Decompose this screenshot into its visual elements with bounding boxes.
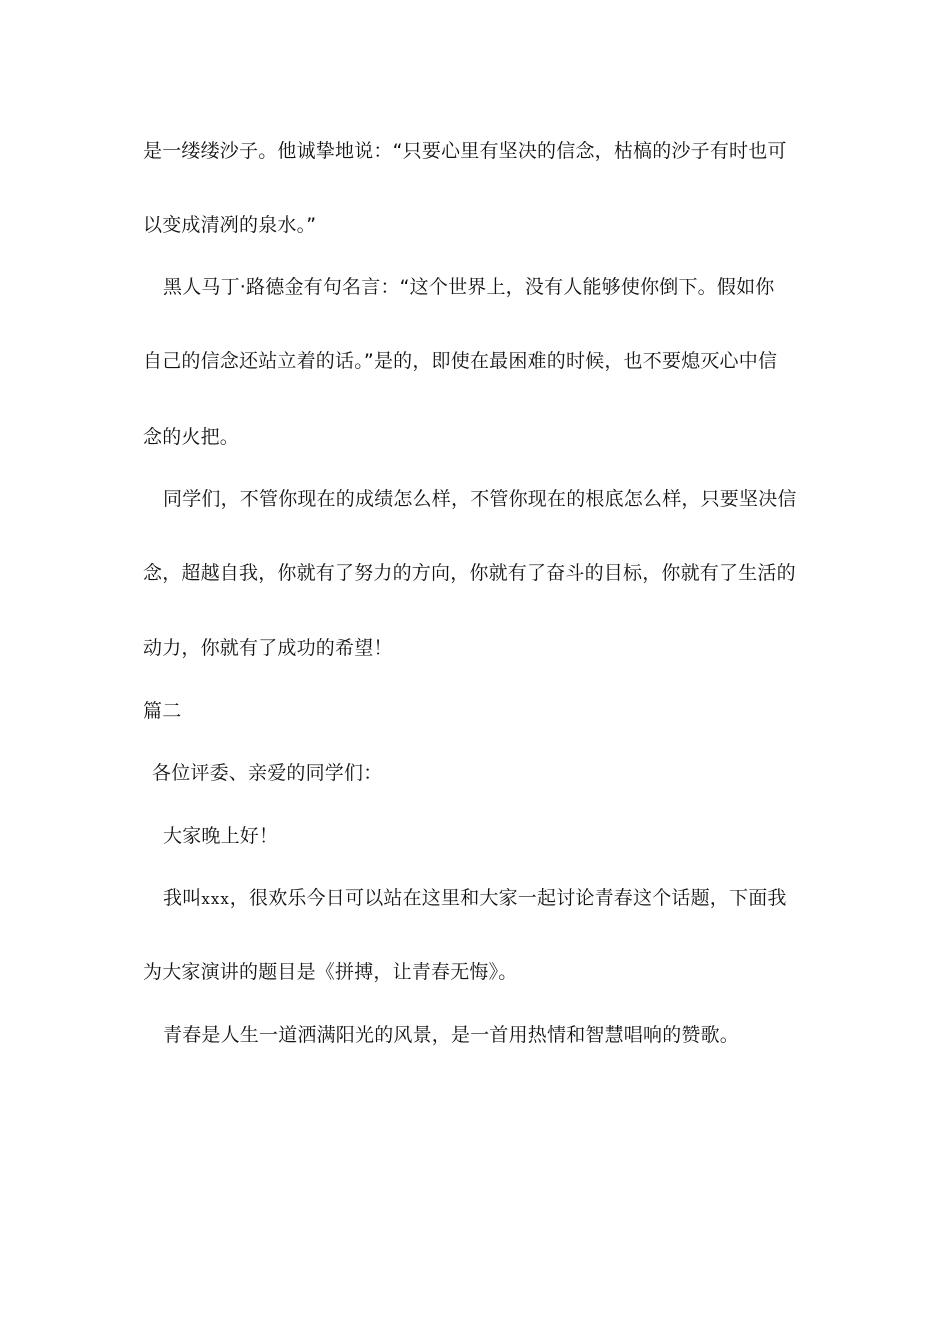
text-line-5: 念的火把。 [143, 426, 240, 448]
text-line-3: 黑人马丁·路德金有句名言：“这个世界上，没有人能够使你倒下。假如你 [163, 276, 775, 298]
text-line-8: 动力，你就有了成功的希望！ [143, 637, 393, 659]
section-heading: 篇二 [143, 700, 182, 722]
text-line-4: 自己的信念还站立着的话。”是的，即使在最困难的时候，也不要熄灭心中信 [143, 350, 778, 372]
intro-line [163, 885, 827, 912]
intro-after: ，很欢乐今日可以站在这里和大家一起讨论青春这个话题，下面我 [229, 887, 787, 909]
text-line-7: 念，超越自我，你就有了努力的方向，你就有了奋斗的目标，你就有了生活的 [143, 562, 796, 584]
text-line-2: 以变成清冽的泉水。” [143, 214, 317, 236]
text-line-1: 是一缕缕沙子。他诚挚地说：“只要心里有坚决的信念，枯槁的沙子有时也可 [143, 140, 787, 162]
text-line-13: 为大家演讲的题目是《拼搏，让青春无悔》。 [143, 961, 518, 983]
text-line-14: 青春是人生一道洒满阳光的风景，是一首用热情和智慧唱响的赞歌。 [163, 1024, 740, 1046]
text-line-6: 同学们，不管你现在的成绩怎么样，不管你现在的根底怎么样，只要坚决信 [163, 488, 797, 510]
salutation: 各位评委、亲爱的同学们： [152, 762, 383, 784]
speaker-name: xxx [201, 890, 230, 908]
intro-before: 我叫 [163, 887, 202, 909]
greeting: 大家晚上好！ [163, 825, 279, 847]
